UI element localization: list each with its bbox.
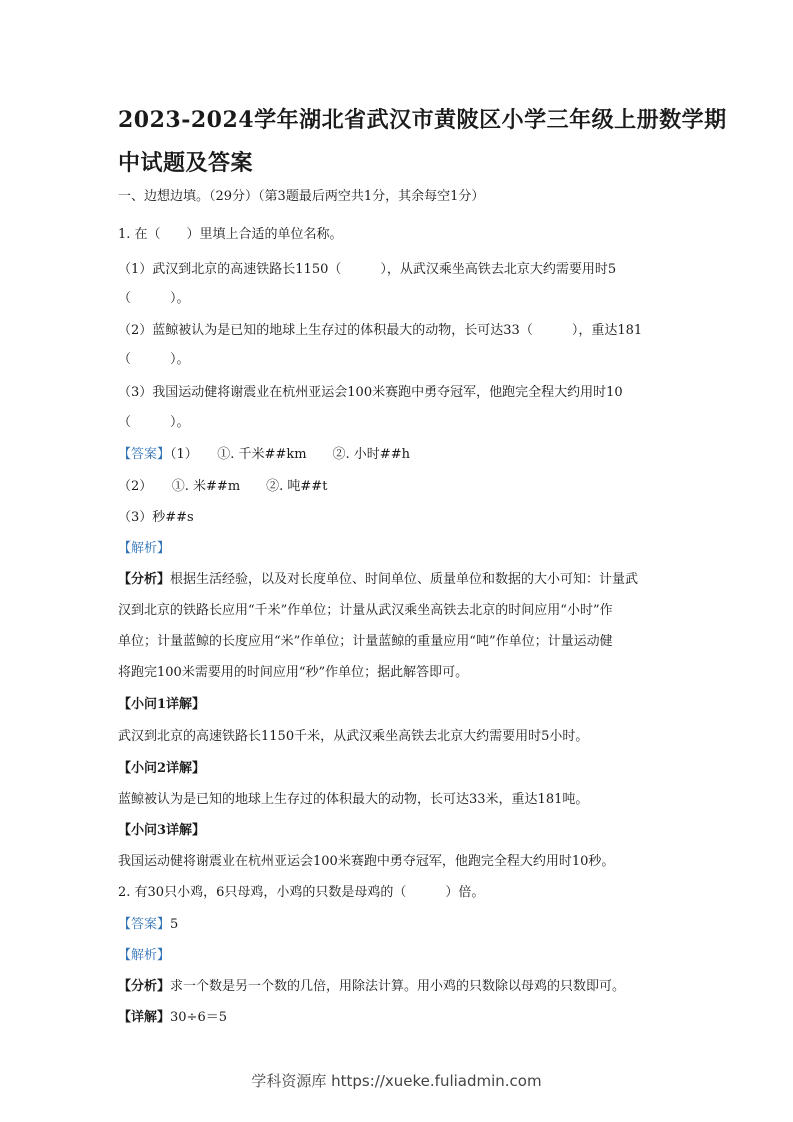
- doc-title-line2: 中试题及答案: [118, 150, 254, 176]
- answer-tag: 【答案】: [118, 917, 171, 932]
- question-1-answer-3: （3）秒##s: [118, 510, 194, 525]
- analysis-text-1: 根据生活经验，以及对长度单位、时间单位、质量单位和数据的大小可知：计量武: [170, 572, 639, 587]
- answer-value: 5: [170, 917, 179, 932]
- footer-watermark: 学科资源库 https://xueke.fuliadmin.com: [251, 1072, 542, 1090]
- analysis-head: 【分析】: [118, 979, 171, 994]
- detail-head: 【详解】: [118, 1010, 171, 1025]
- answer-tag: 【答案】: [118, 447, 171, 462]
- question-1-part3-line1: （3）我国运动健将谢震业在杭州亚运会100米赛跑中勇夺冠军，他跑完全程大约用时10: [118, 385, 623, 400]
- sub-question-2-head: 【小问2详解】: [118, 761, 206, 776]
- question-1-part2-line1: （2）蓝鲸被认为是已知的地球上生存过的体积最大的动物，长可达33（ ），重达181: [118, 323, 643, 338]
- analysis-line-3: 单位；计量蓝鲸的长度应用“米”作单位；计量蓝鲸的重量应用“吨”作单位；计量运动健: [118, 634, 613, 649]
- question-1-stem: 1. 在（ ）里填上合适的单位名称。: [118, 227, 343, 242]
- analysis-line-4: 将跑完100米需要用的时间应用“秒”作单位；据此解答即可。: [118, 665, 469, 680]
- sub-question-1-head: 【小问1详解】: [118, 697, 206, 712]
- question-1-part1-line1: （1）武汉到北京的高速铁路长1150（ ），从武汉乘坐高铁去北京大约需要用时5: [118, 262, 617, 277]
- analysis-line-1: [118, 571, 638, 589]
- question-2-stem: 2. 有30只小鸡，6只母鸡，小鸡的只数是母鸡的（ ）倍。: [118, 885, 485, 900]
- question-2-answer: [118, 916, 178, 934]
- question-2-detail: [118, 1009, 227, 1027]
- analysis-text: 求一个数是另一个数的几倍，用除法计算。用小鸡的只数除以母鸡的只数即可。: [170, 979, 626, 994]
- sub-question-1-detail: 武汉到北京的高速铁路长1150千米，从武汉乘坐高铁去北京大约需要用时5小时。: [118, 729, 589, 744]
- question-2-analysis: [118, 978, 625, 996]
- analysis-line-2: 汉到北京的铁路长应用“千米”作单位；计量从武汉乘坐高铁去北京的时间应用“小时”作: [118, 603, 613, 618]
- sub-question-3-head: 【小问3详解】: [118, 823, 206, 838]
- question-1-part3-line2: （ ）。: [118, 415, 190, 430]
- question-1-answer-2: （2） ①. 米##m ②. 吨##t: [118, 479, 328, 494]
- answer-text-1: （1） ①. 千米##km ②. 小时##h: [170, 447, 410, 462]
- doc-title-line1: 2023-2024学年湖北省武汉市黄陂区小学三年级上册数学期: [118, 107, 727, 133]
- section-heading: 一、边想边填。（29分）（第3题最后两空共1分，其余每空1分）: [118, 189, 485, 204]
- analysis-tag: 【解析】: [118, 541, 171, 556]
- analysis-head: 【分析】: [118, 572, 171, 587]
- question-1-part2-line2: （ ）。: [118, 352, 190, 367]
- sub-question-3-detail: 我国运动健将谢震业在杭州亚运会100米赛跑中勇夺冠军，他跑完全程大约用时10秒。: [118, 854, 615, 869]
- question-1-part1-line2: （ ）。: [118, 291, 190, 306]
- question-1-answer: [118, 446, 410, 464]
- sub-question-2-detail: 蓝鲸被认为是已知的地球上生存过的体积最大的动物，长可达33米，重达181吨。: [118, 792, 589, 807]
- analysis-tag: 【解析】: [118, 948, 171, 963]
- detail-text: 30÷6＝5: [170, 1010, 227, 1025]
